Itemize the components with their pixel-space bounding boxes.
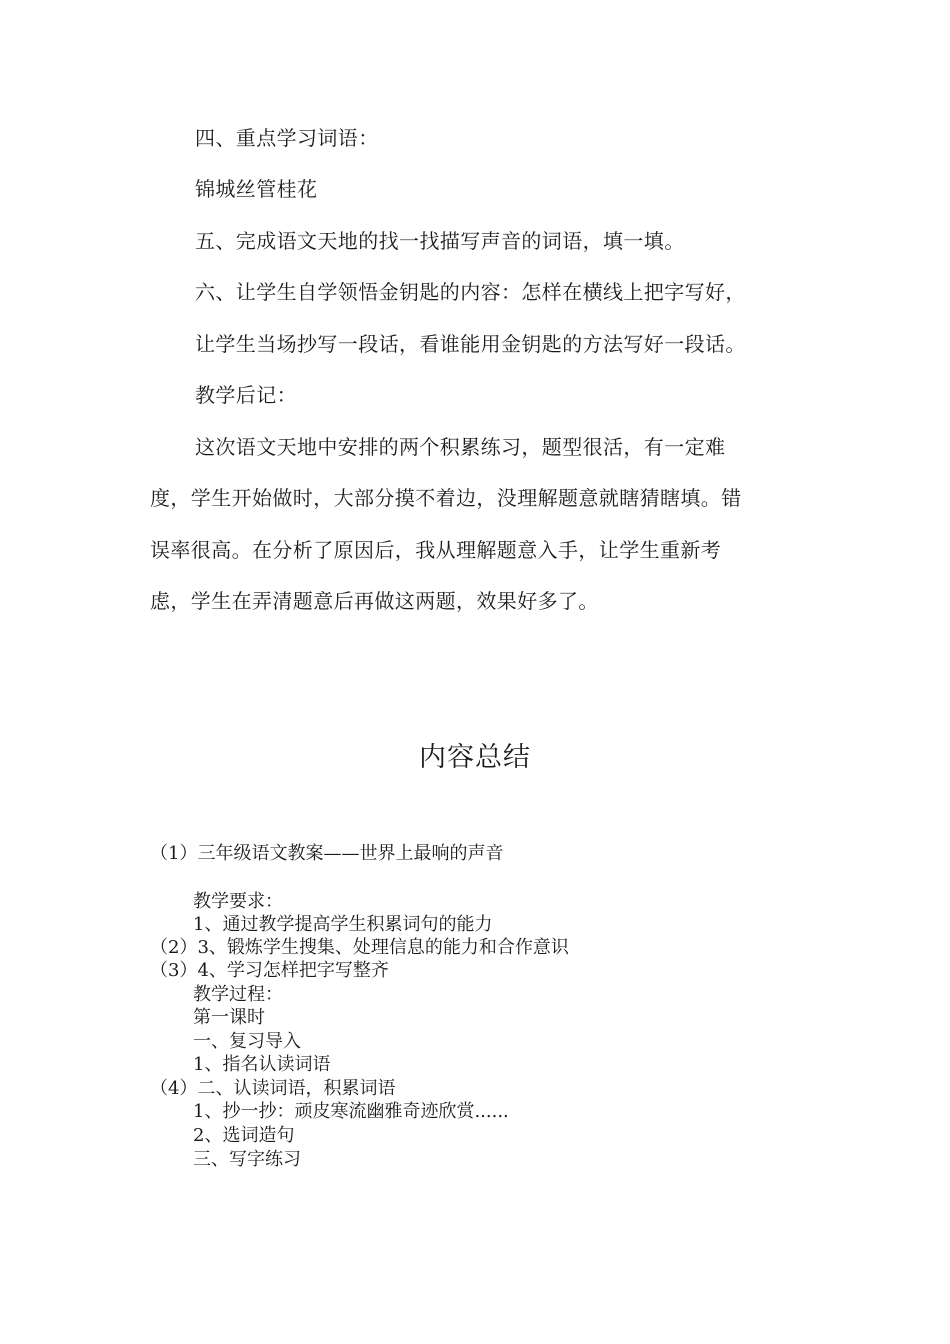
heading-key-words: 四、重点学习词语： [195,126,379,150]
afterword-line-3: 误率很高。在分析了原因后，我从理解题意入手，让学生重新考 [150,538,722,562]
summary-read-words: 1、指名认读词语 [193,1054,331,1075]
summary-item-1: （1）三年级语文教案——世界上最响的声音 [150,843,504,864]
summary-make-sentences: 2、选词造句 [193,1125,295,1146]
summary-requirement-1: 1、通过教学提高学生积累词句的能力 [193,914,493,935]
summary-item-3: （3）4、学习怎样把字写整齐 [150,960,389,981]
step-five-text: 五、完成语文天地的找一找描写声音的词语，填一填。 [195,229,685,253]
summary-first-lesson: 第一课时 [193,1007,265,1028]
summary-item-4: （4）二、认读词语，积累词语 [150,1078,396,1099]
summary-writing-practice: 三、写字练习 [193,1149,301,1170]
key-words-list: 锦城丝管桂花 [195,177,318,201]
step-six-text: 六、让学生自学领悟金钥匙的内容：怎样在横线上把字写好， [195,280,746,304]
afterword-heading: 教学后记： [195,383,297,407]
step-six-text-continued: 让学生当场抄写一段话，看谁能用金钥匙的方法写好一段话。 [195,332,746,356]
summary-item-2: （2）3、锻炼学生搜集、处理信息的能力和合作意识 [150,937,569,958]
summary-copy-words: 1、抄一抄：顽皮寒流幽雅奇迹欣赏...... [193,1101,509,1122]
afterword-line-4: 虑，学生在弄清题意后再做这两题，效果好多了。 [150,589,599,613]
afterword-line-1: 这次语文天地中安排的两个积累练习，题型很活，有一定难 [195,435,726,459]
summary-title: 内容总结 [419,742,531,773]
summary-review-intro: 一、复习导入 [193,1031,301,1052]
afterword-line-2: 度，学生开始做时，大部分摸不着边，没理解题意就瞎猜瞎填。错 [150,486,742,510]
summary-requirements-heading: 教学要求： [193,891,283,912]
summary-process-heading: 教学过程： [193,984,283,1005]
